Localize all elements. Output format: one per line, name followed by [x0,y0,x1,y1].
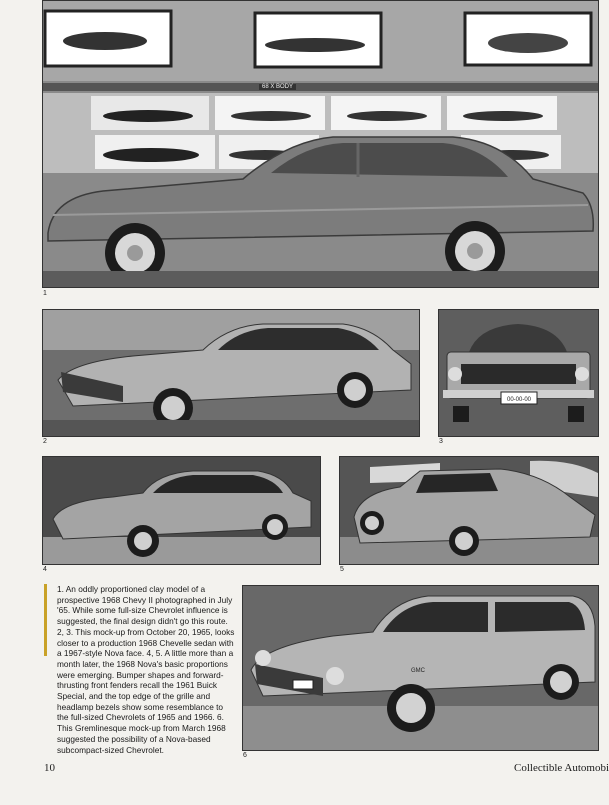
photo-5-rear-view [339,456,599,565]
photo-6-image [243,586,598,750]
photo-caption: 1. An oddly proportioned clay model of a prospective 1968 Chevy II photographed in July '65. While some full-size Chevrolet influence is suggested, the final design didn't go this route. 2, 3. This mock-up from October 20, 1965, looks closer to a production 1968 Chevelle sedan with a 1967-style Nova face. 4, 5. A little more than a month later, the 1968 Nova's basic proportions were emerging. Bumper shapes and forward-thrusting front fenders recall the 1961 Buick Special, and the top edge of the grille and headlamp bezels show some resemblance to the full-sized Chevrolets of 1965 and 1966. 6. This Gremlinesque mock-up from March 1968 suggested the possibility of a Nova-based subcompact-sized Chevrolet. [57,584,235,755]
photo-6-gremlin-mockup [242,585,599,751]
figure-number-6: 6 [243,752,247,759]
fender-badge-text: GMC [411,668,425,674]
photo-2-sedan-mockup [42,309,420,437]
figure-number-2: 2 [43,438,47,445]
license-plate-text: 00-00-00 [506,397,532,403]
photo-4-image [43,457,320,564]
photo-1-clay-model [42,0,599,288]
photo-3-image [439,310,598,436]
figure-number-4: 4 [43,566,47,573]
photo-4-studio-sedan [42,456,321,565]
caption-accent-bar [44,584,47,656]
photo-2-image [43,310,419,436]
photo-1-image [43,1,598,287]
photo-5-image [340,457,598,564]
publication-name: Collectible Automobi [514,762,609,774]
figure-number-3: 3 [439,438,443,445]
photo-3-front-view [438,309,599,437]
page-number: 10 [44,762,55,774]
figure-number-1: 1 [43,290,47,297]
wall-sign: 68 X BODY [259,84,296,90]
figure-number-5: 5 [340,566,344,573]
